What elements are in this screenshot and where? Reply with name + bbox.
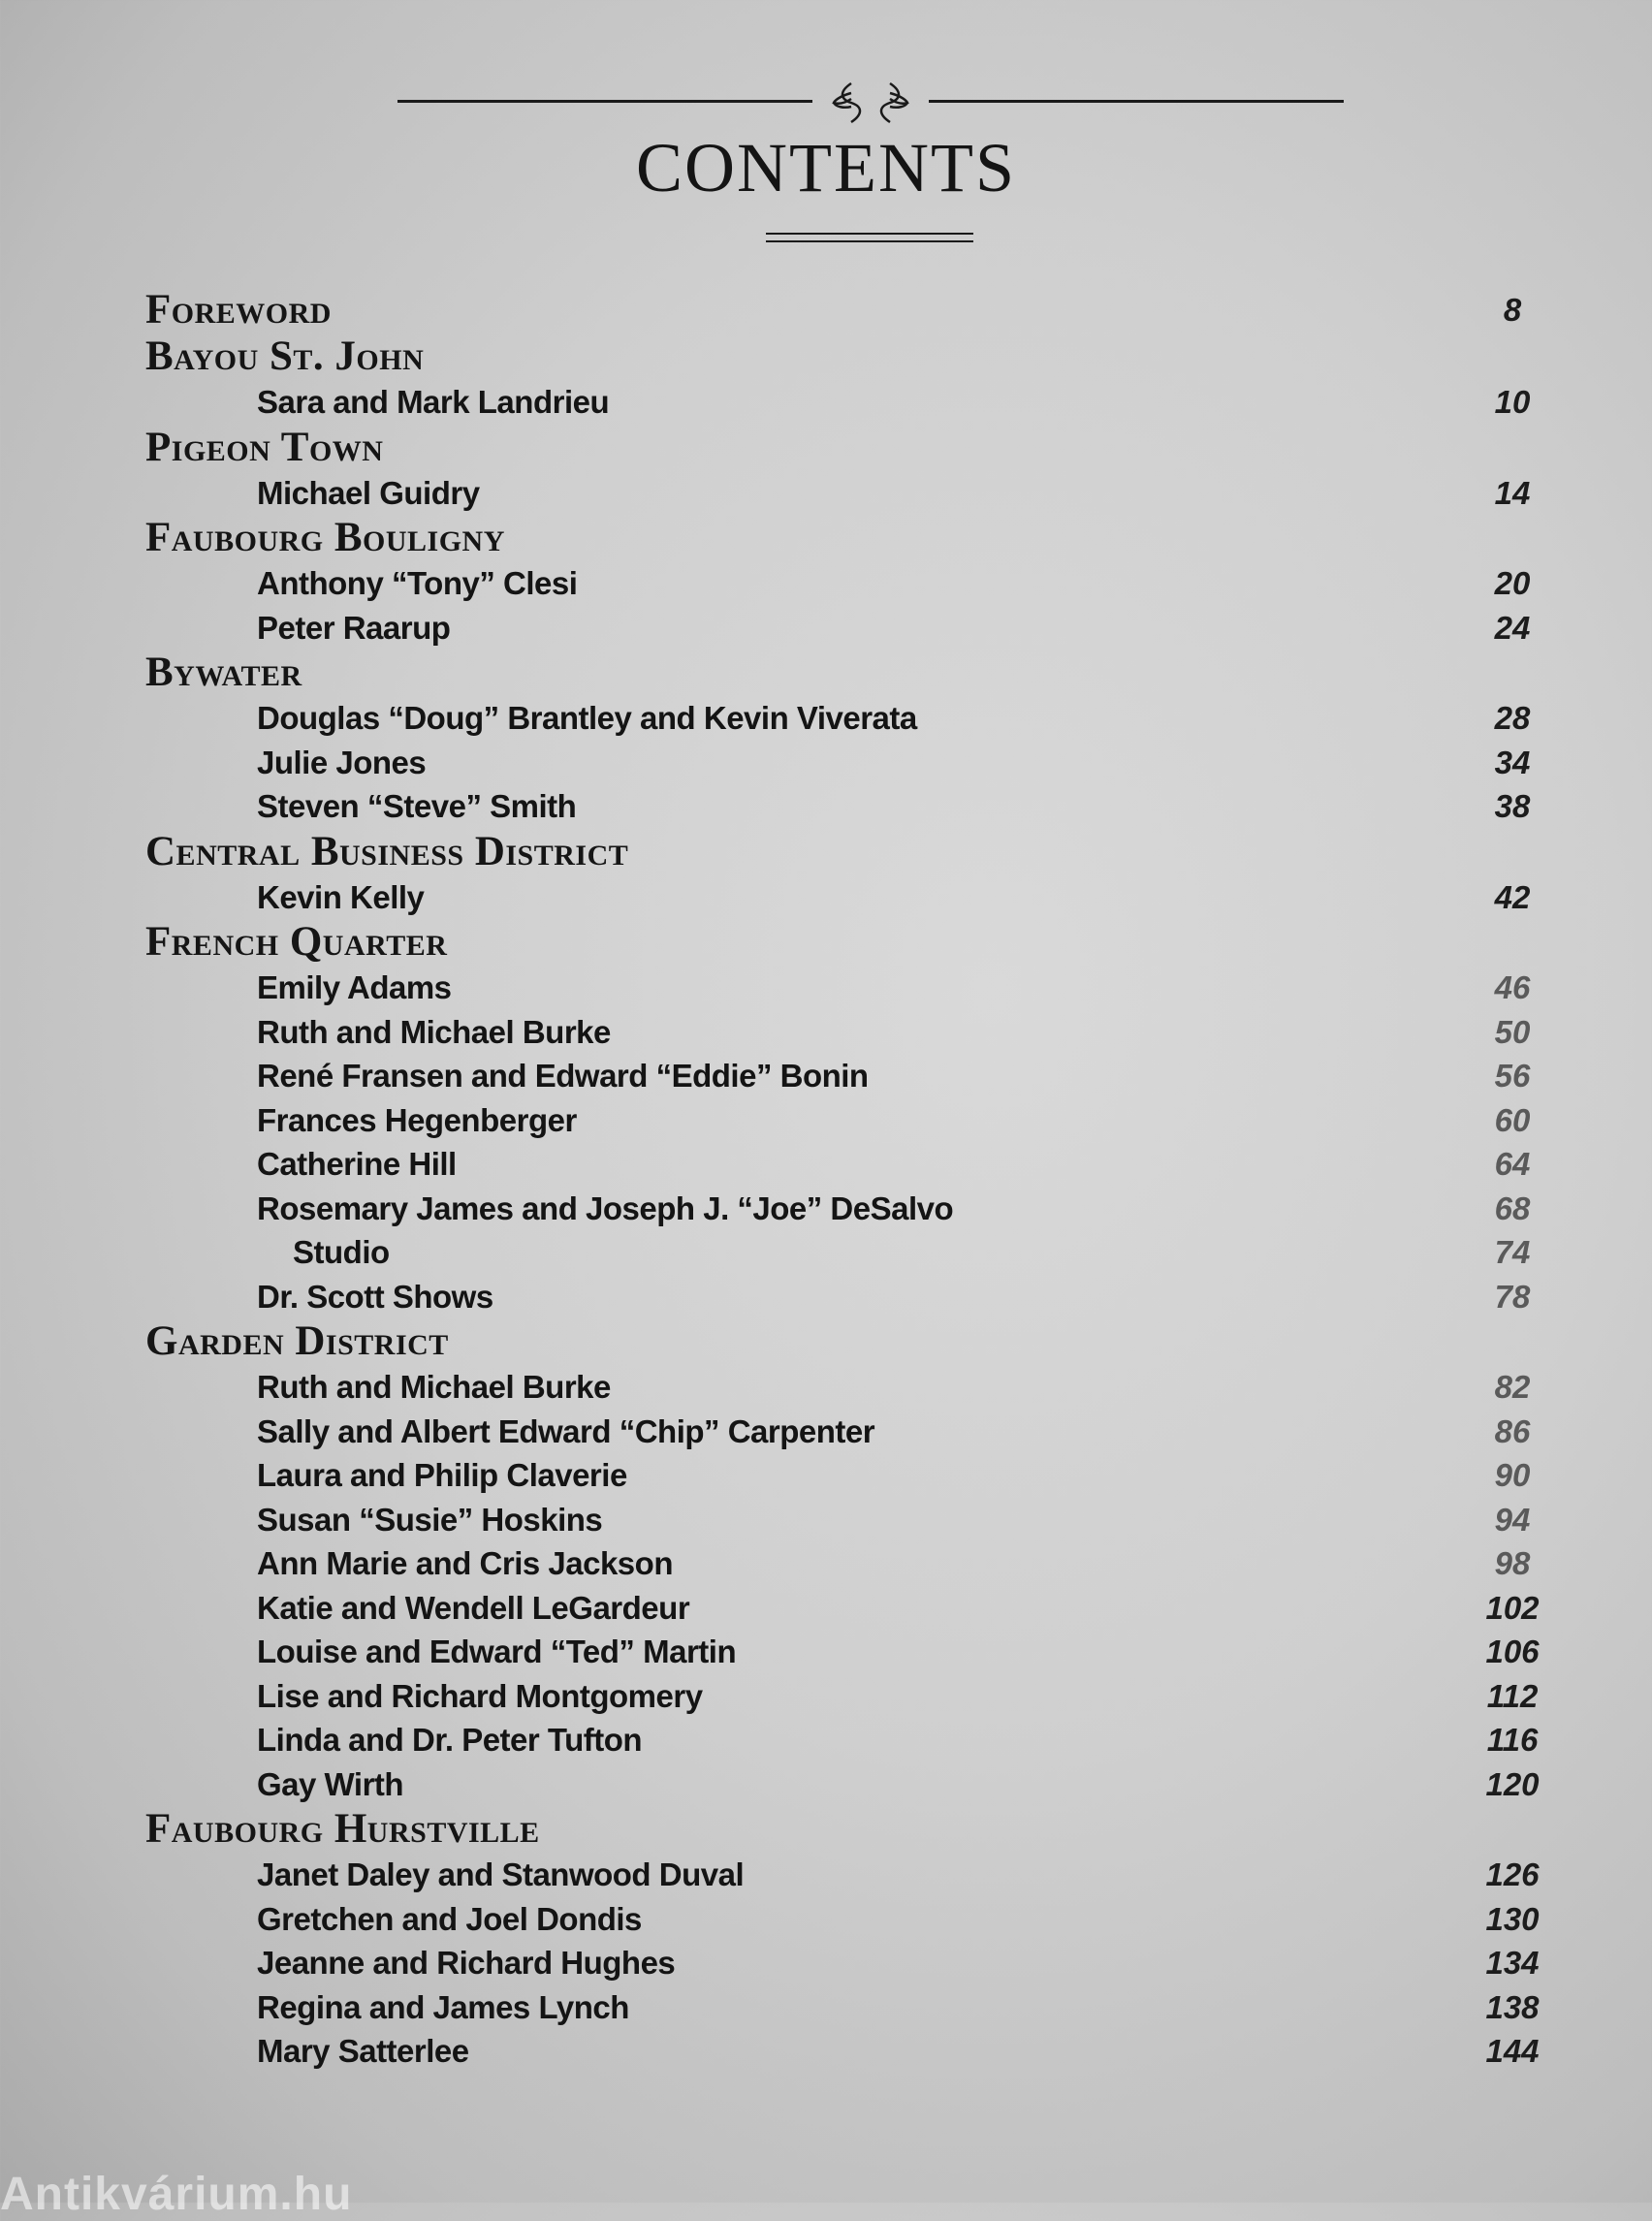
page-number: 46 xyxy=(1494,969,1531,1005)
ornament-rule-left xyxy=(397,100,812,103)
toc-entry xyxy=(145,1410,1571,1454)
entry-title: Julie Jones xyxy=(257,744,427,780)
page-number: 112 xyxy=(1486,1677,1539,1714)
page-number: 28 xyxy=(1494,700,1531,736)
toc-section xyxy=(145,650,1571,696)
entry-title: Gretchen and Joel Dondis xyxy=(257,1900,642,1937)
toc-entry xyxy=(145,1365,1571,1410)
entry-title: Jeanne and Richard Hughes xyxy=(257,1945,676,1981)
toc-entry xyxy=(145,875,1571,920)
page-number: 86 xyxy=(1494,1412,1531,1449)
page-number: 134 xyxy=(1485,1945,1540,1981)
toc-entry xyxy=(145,1985,1571,2030)
watermark: Antikvárium.hu xyxy=(0,2169,353,2220)
ornament-rule-right xyxy=(929,100,1344,103)
entry-title: Dr. Scott Shows xyxy=(257,1278,493,1315)
entry-title: Peter Raarup xyxy=(257,609,451,646)
toc-section xyxy=(145,333,1571,380)
toc-entry xyxy=(145,741,1571,785)
entry-title: Regina and James Lynch xyxy=(257,1988,629,2025)
page-number: 10 xyxy=(1494,384,1531,420)
section-title: Bayou St. John xyxy=(145,333,425,379)
entry-title: Gay Wirth xyxy=(257,1765,404,1802)
entry-title: Ruth and Michael Burke xyxy=(257,1013,611,1050)
section-title: Pigeon Town xyxy=(145,424,384,470)
toc-entry xyxy=(145,1762,1571,1807)
section-title: Central Business District xyxy=(145,828,629,874)
entry-title: Emily Adams xyxy=(257,969,452,1005)
page-number: 130 xyxy=(1485,1900,1540,1937)
entry-title: Steven “Steve” Smith xyxy=(257,788,577,824)
page-number: 38 xyxy=(1494,788,1531,824)
page-number: 90 xyxy=(1494,1457,1531,1493)
entry-title: Lise and Richard Montgomery xyxy=(257,1677,703,1714)
entry-title: Frances Hegenberger xyxy=(257,1101,577,1138)
toc-entry xyxy=(145,606,1571,650)
entry-title: Anthony “Tony” Clesi xyxy=(257,565,578,601)
toc-entry xyxy=(145,966,1571,1010)
toc-entry xyxy=(145,471,1571,516)
page-number: 20 xyxy=(1494,565,1531,601)
toc-entry xyxy=(145,1853,1571,1897)
toc-section xyxy=(145,919,1571,966)
entry-title: Louise and Edward “Ted” Martin xyxy=(257,1634,737,1669)
page-number: 42 xyxy=(1494,878,1531,915)
page-number: 102 xyxy=(1485,1589,1540,1626)
toc-section xyxy=(145,1318,1571,1365)
entry-title: Linda and Dr. Peter Tufton xyxy=(257,1722,643,1758)
section-title: Garden District xyxy=(145,1318,449,1364)
page-number: 126 xyxy=(1485,1856,1540,1892)
page-number: 24 xyxy=(1494,609,1531,646)
section-title: Bywater xyxy=(145,650,302,695)
page-number: 64 xyxy=(1494,1146,1531,1182)
toc-entry xyxy=(145,2029,1571,2074)
entry-title: Ann Marie and Cris Jackson xyxy=(257,1545,673,1581)
toc-entry xyxy=(145,1674,1571,1719)
page-number: 8 xyxy=(1503,292,1522,328)
page-number: 144 xyxy=(1485,2033,1540,2069)
toc-entry xyxy=(145,1010,1571,1055)
page-number: 50 xyxy=(1494,1013,1531,1050)
entry-title: Laura and Philip Claverie xyxy=(257,1457,627,1493)
entry-title: Sally and Albert Edward “Chip” Carpenter xyxy=(257,1412,875,1449)
toc-section xyxy=(145,829,1571,875)
toc-entry xyxy=(145,1054,1571,1098)
contents-list xyxy=(145,287,1571,2074)
toc-section xyxy=(145,425,1571,471)
page-number: 106 xyxy=(1485,1634,1540,1669)
toc-entry xyxy=(145,1187,1571,1231)
entry-title: Katie and Wendell LeGardeur xyxy=(257,1589,690,1626)
toc-entry xyxy=(145,1897,1571,1942)
page-number: 138 xyxy=(1485,1988,1540,2025)
entry-title: Douglas “Doug” Brantley and Kevin Viverata xyxy=(257,700,917,736)
page-number: 98 xyxy=(1494,1545,1531,1581)
page-number: 120 xyxy=(1485,1765,1540,1802)
toc-section xyxy=(145,1806,1571,1853)
section-title: Faubourg Bouligny xyxy=(145,515,505,560)
page-number: 68 xyxy=(1494,1190,1531,1226)
page-number: 14 xyxy=(1494,474,1531,511)
toc-entry xyxy=(145,1098,1571,1143)
toc-entry xyxy=(145,1230,1571,1275)
page-number: 34 xyxy=(1494,744,1531,780)
entry-title: Studio xyxy=(293,1234,390,1270)
section-title: French Quarter xyxy=(145,919,448,965)
entry-title: Ruth and Michael Burke xyxy=(257,1369,611,1405)
toc-entry xyxy=(145,696,1571,741)
toc-entry xyxy=(145,1718,1571,1762)
toc-entry xyxy=(145,1453,1571,1498)
entry-title: Susan “Susie” Hoskins xyxy=(257,1501,603,1538)
toc-entry xyxy=(145,784,1571,829)
toc-entry xyxy=(145,1541,1571,1586)
section-title: Foreword xyxy=(145,287,332,333)
leaf-ornament-icon xyxy=(822,78,919,126)
toc-entry xyxy=(145,1275,1571,1319)
toc-section xyxy=(145,515,1571,561)
page-number: 116 xyxy=(1486,1722,1539,1758)
entry-title: Kevin Kelly xyxy=(257,878,425,915)
page-number: 94 xyxy=(1494,1501,1531,1538)
section-title: Faubourg Hurstville xyxy=(145,1806,540,1852)
page-number: 78 xyxy=(1494,1278,1531,1315)
entry-title: René Fransen and Edward “Eddie” Bonin xyxy=(257,1058,869,1094)
title-underline xyxy=(766,233,973,242)
page-number: 60 xyxy=(1494,1101,1531,1138)
page-number: 56 xyxy=(1494,1058,1531,1094)
toc-entry xyxy=(145,1941,1571,1985)
page-number: 82 xyxy=(1494,1369,1531,1405)
toc-entry xyxy=(145,380,1571,425)
toc-section xyxy=(145,287,1571,333)
toc-entry xyxy=(145,1630,1571,1674)
toc-entry xyxy=(145,561,1571,606)
toc-entry xyxy=(145,1142,1571,1187)
entry-title: Mary Satterlee xyxy=(257,2033,469,2069)
page-title: CONTENTS xyxy=(636,129,1016,206)
entry-title: Janet Daley and Stanwood Duval xyxy=(257,1856,745,1892)
entry-title: Sara and Mark Landrieu xyxy=(257,384,610,420)
toc-entry xyxy=(145,1586,1571,1631)
page-number: 74 xyxy=(1494,1234,1531,1270)
entry-title: Rosemary James and Joseph J. “Joe” DeSalvo xyxy=(257,1190,954,1226)
header-ornament xyxy=(397,78,1344,126)
entry-title: Michael Guidry xyxy=(257,474,480,511)
entry-title: Catherine Hill xyxy=(257,1146,457,1182)
toc-entry xyxy=(145,1498,1571,1542)
